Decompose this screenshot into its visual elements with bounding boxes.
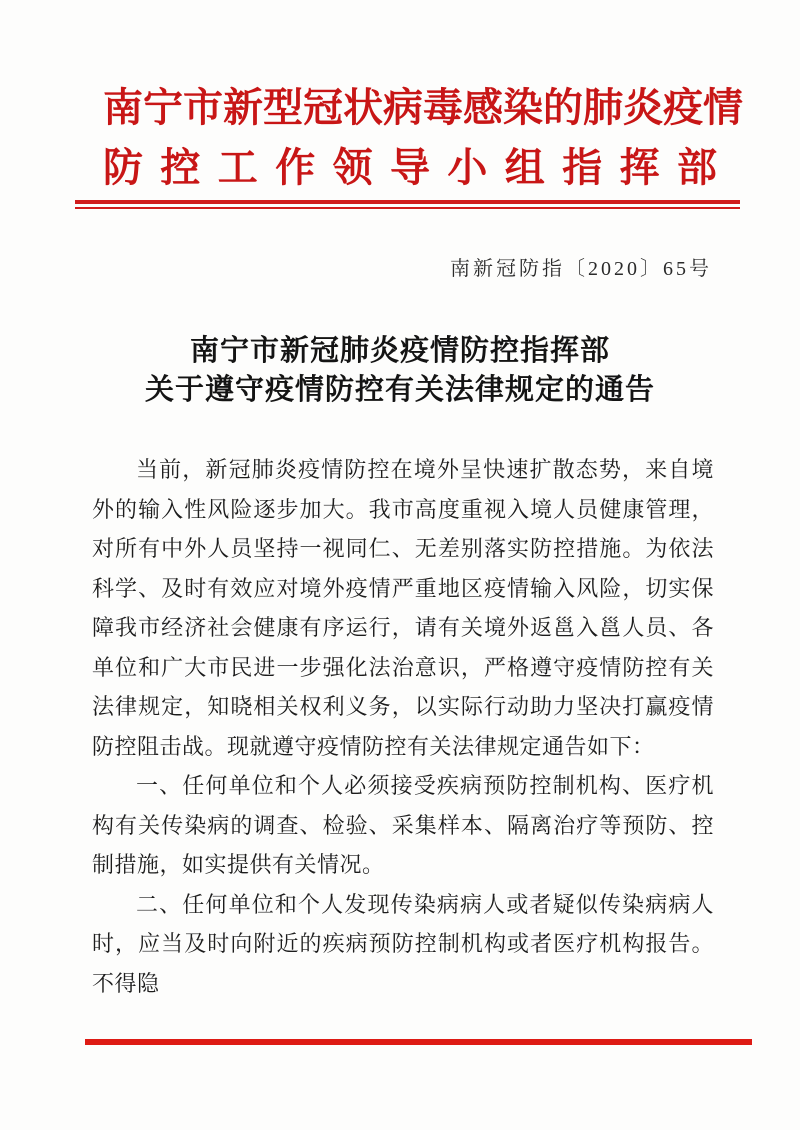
- letterhead-line2: 防控工作领导小组指挥部: [103, 145, 717, 190]
- body-paragraph-intro: 当前，新冠肺炎疫情防控在境外呈快速扩散态势，来自境外的输入性风险逐步加大。我市高度重视入境人员健康管理，对所有中外人员坚持一视同仁、无差别落实防控措施。为依法科学、及时有效应对境外疫情严重地区疫情输入风险，切实保障我市经济社会健康有序运行，请有关境外返邕入邕人员、各单位和广大市民进一步强化法治意识，严格遵守疫情防控有关法律规定，知晓相关权利义务，以实际行动助力坚决打赢疫情防控阻击战。现就遵守疫情防控有关法律规定通告如下：: [92, 457, 714, 759]
- notice-title: [0, 332, 800, 410]
- body-paragraph-item-1: 一、任何单位和个人必须接受疾病预防控制机构、医疗机构有关传染病的调查、检验、采集样本、隔离治疗等预防、控制措施，如实提供有关情况。: [92, 773, 714, 877]
- document-number: 南新冠防指〔2020〕65号: [450, 258, 712, 280]
- letterhead-double-rule: [75, 200, 740, 209]
- letterhead-line1: 南宁市新型冠状病毒感染的肺炎疫情: [103, 85, 743, 130]
- notice-body: [92, 450, 714, 1003]
- letterhead: [103, 78, 743, 198]
- footer-red-rule: [85, 1039, 752, 1045]
- notice-title-line2: 关于遵守疫情防控有关法律规定的通告: [144, 374, 655, 406]
- body-paragraph-item-2: 二、任何单位和个人发现传染病病人或者疑似传染病病人时，应当及时向附近的疾病预防控制机构或者医疗机构报告。不得隐: [92, 891, 714, 996]
- notice-title-line1: 南宁市新冠肺炎疫情防控指挥部: [189, 335, 610, 367]
